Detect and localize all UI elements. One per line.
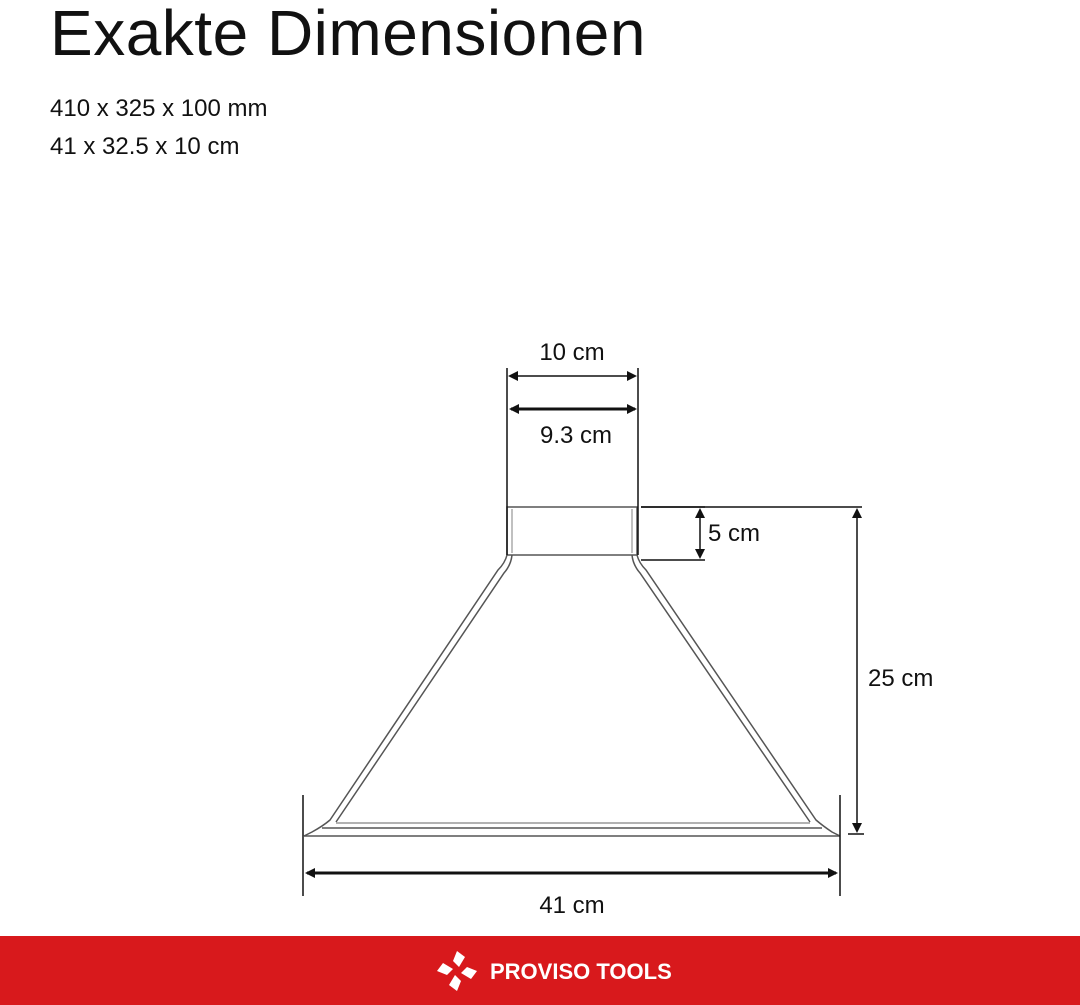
brand-logo-block xyxy=(434,948,694,994)
page-title: Exakte Dimensionen xyxy=(50,0,646,69)
proviso-logo-icon xyxy=(434,948,480,994)
dimension-neck-height xyxy=(641,507,705,560)
footer-bar xyxy=(0,936,1080,1005)
brand-name: PROVISO TOOLS xyxy=(490,959,672,984)
label-top-outer: 10 cm xyxy=(539,339,605,366)
dimensions-cm: 41 x 32.5 x 10 cm xyxy=(50,133,240,160)
label-top-inner: 9.3 cm xyxy=(539,422,613,449)
dimension-total-height xyxy=(641,507,864,834)
label-total-height: 25 cm xyxy=(868,665,934,692)
label-neck-height: 5 cm xyxy=(708,520,761,547)
dimensions-mm: 410 x 325 x 100 mm xyxy=(50,95,268,122)
label-base-width: 41 cm xyxy=(539,892,605,919)
funnel-outline xyxy=(304,507,840,836)
dimension-base-width xyxy=(303,795,840,896)
dimension-top-outer xyxy=(507,368,638,555)
